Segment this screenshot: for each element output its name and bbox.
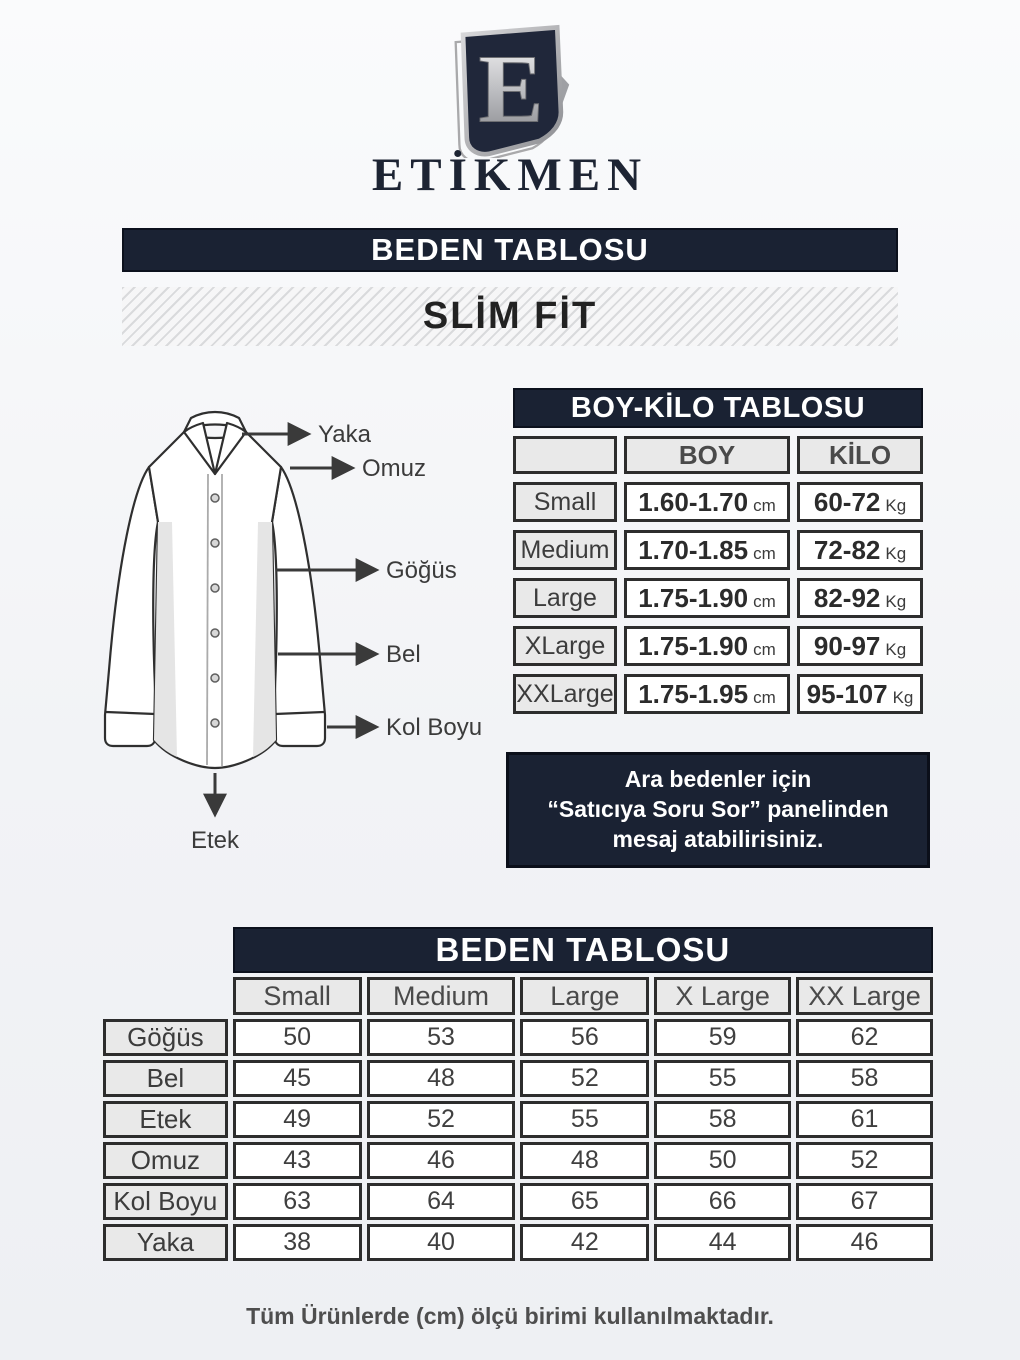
measure-label: Omuz bbox=[103, 1142, 228, 1179]
note-line-3: mesaj atabilirisiniz. bbox=[612, 826, 824, 852]
height-value: 1.70-1.85 bbox=[638, 534, 749, 565]
column-header-large: Large bbox=[520, 977, 649, 1015]
weight-value: 82-92 bbox=[813, 582, 881, 613]
measure-value: 49 bbox=[233, 1101, 362, 1138]
measure-value: 40 bbox=[367, 1224, 516, 1261]
size-label: XXLarge bbox=[513, 674, 617, 714]
measure-value: 58 bbox=[796, 1060, 933, 1097]
measure-value: 38 bbox=[233, 1224, 362, 1261]
measure-value: 59 bbox=[654, 1019, 791, 1056]
table-header-row bbox=[513, 436, 923, 474]
measure-value: 55 bbox=[654, 1060, 791, 1097]
measurements-table-title: BEDEN TABLOSU bbox=[233, 927, 933, 973]
measure-value: 46 bbox=[367, 1142, 516, 1179]
measure-value: 64 bbox=[367, 1183, 516, 1220]
table-row bbox=[103, 1019, 933, 1056]
note-line-2-rest: panelinden bbox=[760, 796, 889, 822]
weight-cell bbox=[797, 482, 923, 522]
waist-label: Bel bbox=[386, 641, 421, 668]
weight-value: 72-82 bbox=[813, 534, 881, 565]
measure-value: 48 bbox=[367, 1060, 516, 1097]
measure-value: 63 bbox=[233, 1183, 362, 1220]
measure-value: 44 bbox=[654, 1224, 791, 1261]
measure-label: Göğüs bbox=[103, 1019, 228, 1056]
column-header-weight: KİLO bbox=[797, 436, 923, 474]
collar-label: Yaka bbox=[318, 421, 371, 448]
table-title-row bbox=[103, 927, 933, 973]
shirt-outline bbox=[105, 412, 325, 768]
measure-label: Kol Boyu bbox=[103, 1183, 228, 1220]
measure-value: 46 bbox=[796, 1224, 933, 1261]
table-row bbox=[103, 1224, 933, 1261]
table-row bbox=[103, 1101, 933, 1138]
size-label: Medium bbox=[513, 530, 617, 570]
measure-value: 52 bbox=[367, 1101, 516, 1138]
logo-letter: E bbox=[478, 35, 544, 144]
weight-value: 60-72 bbox=[813, 486, 881, 517]
chest-label: Göğüs bbox=[386, 557, 457, 584]
measure-value: 58 bbox=[654, 1101, 791, 1138]
shoulder-label: Omuz bbox=[362, 455, 427, 482]
table-row bbox=[513, 674, 923, 714]
height-unit: cm bbox=[753, 687, 776, 707]
table-row bbox=[513, 482, 923, 522]
height-unit: cm bbox=[753, 591, 776, 611]
corner-cell bbox=[513, 436, 617, 474]
table-row bbox=[103, 1183, 933, 1220]
column-header-small: Small bbox=[233, 977, 362, 1015]
height-cell bbox=[624, 482, 790, 522]
height-cell bbox=[624, 674, 790, 714]
measure-value: 61 bbox=[796, 1101, 933, 1138]
measure-value: 56 bbox=[520, 1019, 649, 1056]
note-line-1: Ara bedenler için bbox=[624, 766, 812, 792]
shirt-diagram-icon bbox=[92, 410, 512, 862]
measure-label: Bel bbox=[103, 1060, 228, 1097]
column-header-xlarge: X Large bbox=[654, 977, 791, 1015]
size-label: Large bbox=[513, 578, 617, 618]
measure-value: 42 bbox=[520, 1224, 649, 1261]
weight-unit: Kg bbox=[885, 543, 907, 563]
size-label: Small bbox=[513, 482, 617, 522]
shirt-diagram bbox=[92, 410, 512, 862]
table-header-row bbox=[103, 977, 933, 1015]
measure-value: 65 bbox=[520, 1183, 649, 1220]
measure-value: 52 bbox=[520, 1060, 649, 1097]
measure-value: 45 bbox=[233, 1060, 362, 1097]
unit-note: Tüm Ürünlerde (cm) ölçü birimi kullanılmaktadır. bbox=[246, 1303, 774, 1329]
height-unit: cm bbox=[753, 543, 776, 563]
height-value: 1.75-1.95 bbox=[638, 678, 749, 709]
measure-value: 52 bbox=[796, 1142, 933, 1179]
height-value: 1.75-1.90 bbox=[638, 582, 749, 613]
weight-unit: Kg bbox=[885, 591, 907, 611]
note-box bbox=[506, 752, 930, 868]
weight-value: 90-97 bbox=[813, 630, 881, 661]
weight-unit: Kg bbox=[885, 495, 907, 515]
hem-label: Etek bbox=[190, 827, 240, 854]
height-weight-table-title: BOY-KİLO TABLOSU bbox=[513, 388, 923, 428]
height-cell bbox=[624, 530, 790, 570]
height-value: 1.75-1.90 bbox=[638, 630, 749, 661]
measure-value: 67 bbox=[796, 1183, 933, 1220]
size-label: XLarge bbox=[513, 626, 617, 666]
measure-value: 55 bbox=[520, 1101, 649, 1138]
column-header-medium: Medium bbox=[367, 977, 516, 1015]
weight-unit: Kg bbox=[885, 639, 907, 659]
measure-value: 50 bbox=[654, 1142, 791, 1179]
table-row bbox=[103, 1060, 933, 1097]
height-weight-table bbox=[506, 380, 930, 722]
height-cell bbox=[624, 578, 790, 618]
ghost-cell bbox=[103, 977, 228, 1015]
weight-unit: Kg bbox=[892, 687, 914, 707]
height-unit: cm bbox=[753, 639, 776, 659]
size-chart-banner: BEDEN TABLOSU bbox=[122, 228, 898, 272]
table-title-row bbox=[513, 388, 923, 428]
brand-logo bbox=[452, 20, 572, 158]
height-cell bbox=[624, 626, 790, 666]
measure-value: 50 bbox=[233, 1019, 362, 1056]
brand-name: ETİKMEN bbox=[371, 149, 649, 201]
sleeve-label: Kol Boyu bbox=[386, 714, 483, 741]
note-line-2 bbox=[515, 794, 921, 824]
table-row bbox=[513, 626, 923, 666]
measurements-table bbox=[98, 923, 938, 1265]
measure-value: 48 bbox=[520, 1142, 649, 1179]
height-unit: cm bbox=[753, 495, 776, 515]
measure-value: 53 bbox=[367, 1019, 516, 1056]
measure-value: 62 bbox=[796, 1019, 933, 1056]
note-quoted-text: “Satıcıya Soru Sor” bbox=[547, 796, 761, 822]
weight-cell bbox=[797, 530, 923, 570]
height-value: 1.60-1.70 bbox=[638, 486, 749, 517]
measure-label: Etek bbox=[103, 1101, 228, 1138]
ghost-cell bbox=[103, 927, 228, 973]
weight-cell bbox=[797, 674, 923, 714]
column-header-xxlarge: XX Large bbox=[796, 977, 933, 1015]
table-row bbox=[513, 578, 923, 618]
fit-banner: SLİM FİT bbox=[122, 287, 898, 346]
table-row bbox=[513, 530, 923, 570]
weight-value: 95-107 bbox=[806, 678, 888, 709]
table-row bbox=[103, 1142, 933, 1179]
weight-cell bbox=[797, 626, 923, 666]
measure-value: 66 bbox=[654, 1183, 791, 1220]
column-header-height: BOY bbox=[624, 436, 790, 474]
measure-label: Yaka bbox=[103, 1224, 228, 1261]
logo-emblem-icon bbox=[452, 20, 572, 158]
measure-value: 43 bbox=[233, 1142, 362, 1179]
weight-cell bbox=[797, 578, 923, 618]
